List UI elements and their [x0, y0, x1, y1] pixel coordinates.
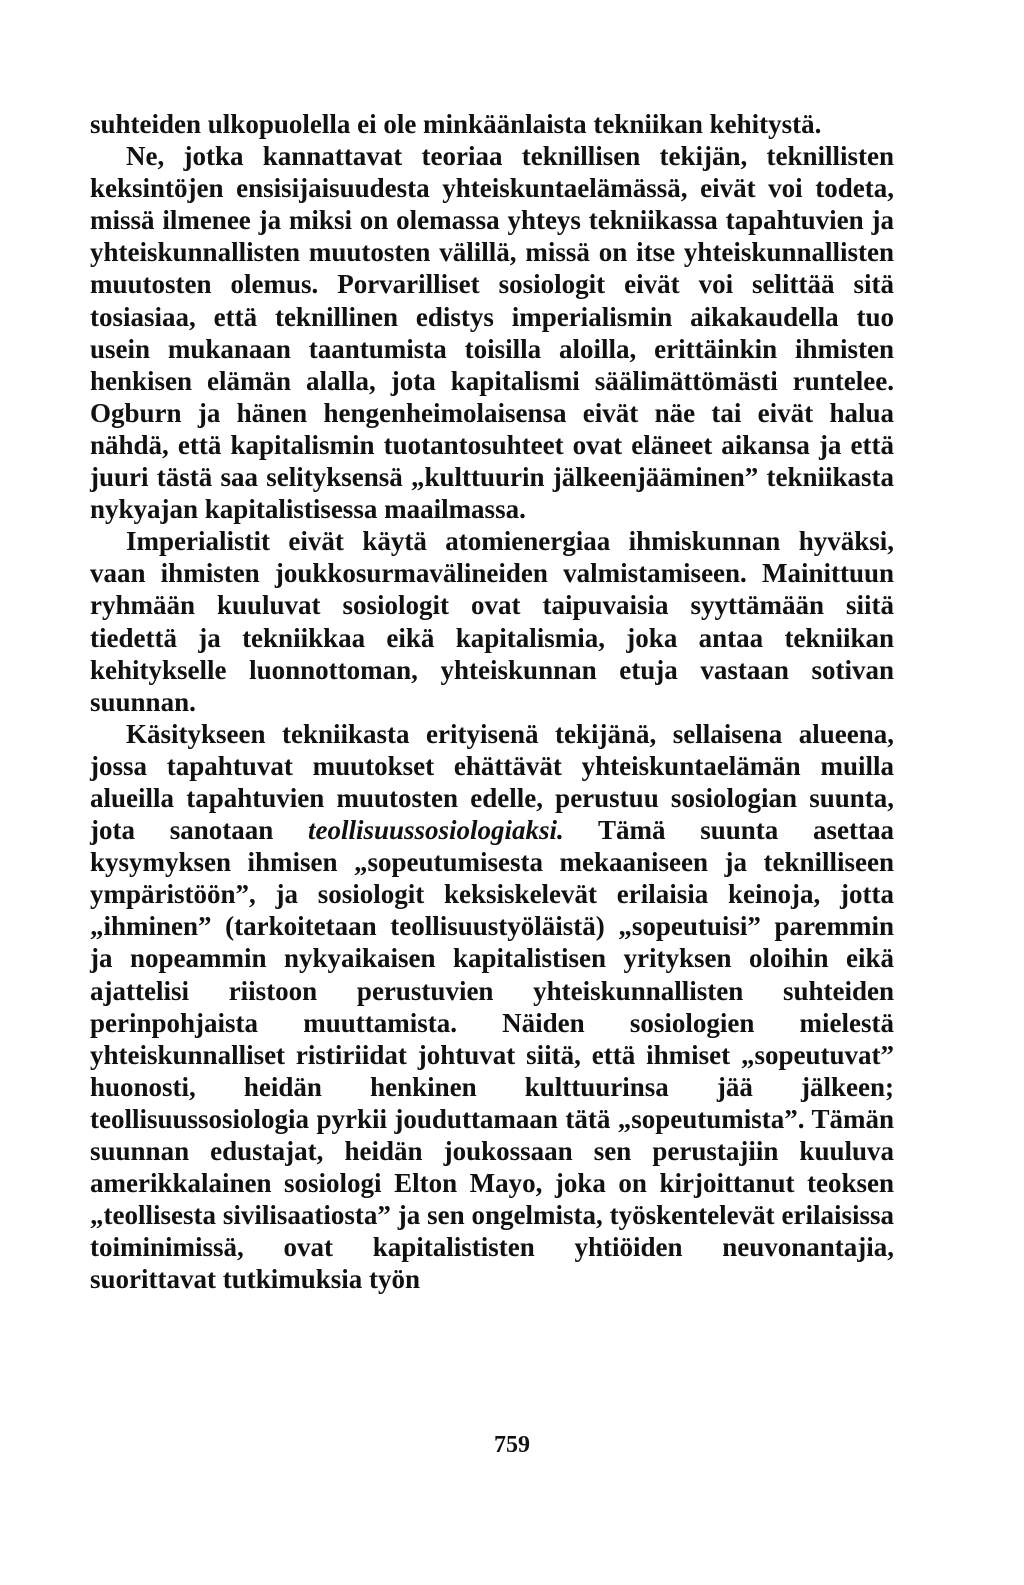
paragraph-1: suhteiden ulkopuolella ei ole minkäänlaista tekniikan kehitystä.: [90, 109, 822, 139]
paragraph-2: Ne, jotka kannattavat teoriaa teknillisen tekijän, teknillisten keksintöjen ensisijaisuudesta yhteiskuntaelämässä, eivät voi todeta, missä ilmenee ja miksi on olemassa yhteys tekniikassa tapahtuvien ja yhteiskunnallisten muutosten välillä, missä on itse yhteiskunnallisten muutosten olemus. Porvarilliset sosiologit eivät voi selittää sitä tosiasiaa, että teknillinen edistys imperialismin aikakaudella tuo usein mukanaan taantumista toisilla aloilla, erittäinkin ihmisten henkisen elämän alalla, jota kapitalismi säälimättömästi runtelee. Ogburn ja hänen hengenheimolaisensa eivät näe tai eivät halua nähdä, että kapitalismin tuotantosuhteet ovat eläneet aikansa ja että juuri tästä saa selityksensä „kulttuurin jälkeenjääminen” tekniikasta nykyajan kapitalistisessa maailmassa.: [90, 141, 894, 525]
paragraph-4: [90, 718, 894, 1296]
page-body: [90, 108, 894, 1295]
paragraph-3: Imperialistit eivät käytä atomienergiaa ihmiskunnan hyväksi, vaan ihmisten joukkosurmavälineiden valmistamiseen. Mainittuun ryhmään kuuluvat sosiologit ovat taipuvaisia syyttämään siitä tiedettä ja tekniikkaa eikä kapitalismia, joka antaa tekniikan kehitykselle luonnottoman, yhteiskunnan etuja vastaan sotivan suunnan.: [90, 526, 894, 717]
paragraph-4-text-before: Käsitykseen tekniikasta erityisenä tekijänä, sellaisena alueena, jossa tapahtuvat muutokset ehättävät yhteiskuntaelämän muilla alueilla tapahtuvien muutosten edelle, perustuu sosiologian suunta, jota sanotaan: [90, 718, 894, 846]
page-number: 759: [494, 1432, 530, 1458]
paragraph-4-emphasis: teollisuussosiologiaksi.: [307, 815, 564, 846]
paragraph-4-text-after: Tämä suunta asettaa kysymyksen ihmisen „sopeutumisesta mekaaniseen ja teknilliseen ympäristöön”, ja sosiologit keksiskelevät erilaisia keinoja, jotta „ihminen” (tarkoitetaan teollisuustyöläistä) „sopeutuisi” paremmin ja nopeammin nykyaikaisen kapitalistisen yrityksen oloihin eikä ajattelisi riistoon perustuvien yhteiskunnallisten suhteiden perinpohjaista muuttamista. Näiden sosiologien mielestä yhteiskunnalliset ristiriidat johtuvat siitä, että ihmiset „sopeutuvat” huonosti, heidän henkinen kulttuurinsa jää jälkeen; teollisuussosiologia pyrkii jouduttamaan tätä „sopeutumista”. Tämän suunnan edustajat, heidän joukossaan sen perustajiin kuuluva amerikkalainen sosiologi Elton Mayo, joka on kirjoittanut teoksen „teollisesta sivilisaatiosta” ja sen ongelmista, työskentelevät erilaisissa toiminimissä, ovat kapitalististen yhtiöiden neuvonantajia, suorittavat tutkimuksia työn: [90, 815, 894, 1295]
